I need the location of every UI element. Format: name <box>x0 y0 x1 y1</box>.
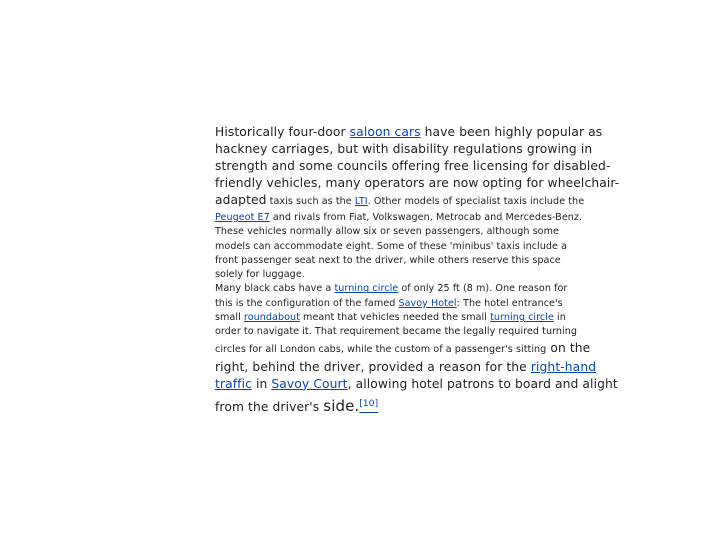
text-line <box>215 211 595 225</box>
savoy-court-link[interactable]: Savoy Court <box>271 376 348 391</box>
text-fragment: in <box>251 376 272 391</box>
text-line: solely for luggage. <box>215 269 305 281</box>
text-line <box>215 297 595 311</box>
turning-circle-link[interactable]: turning circle <box>334 283 399 295</box>
article-text <box>215 124 620 418</box>
text-fragment: , allowing hotel patrons to board and alight <box>347 376 618 391</box>
savoy-hotel-link[interactable]: Savoy Hotel <box>398 297 457 309</box>
text-fragment: Many black cabs have a <box>215 283 335 295</box>
text-line: strength and some councils offering free licensing for disabled- <box>215 159 611 173</box>
text-fragment: Historically four-door <box>215 125 350 139</box>
text-line <box>215 192 595 211</box>
text-line: hackney carriages, but with disability regulations growing in <box>215 142 593 156</box>
text-fragment: this is the configuration of the famed <box>215 297 399 309</box>
citation-ref: [10] <box>359 398 379 409</box>
text-fragment: from the driver's <box>215 399 324 414</box>
text-line: order to navigate it. That requirement became the legally required turning <box>215 326 578 338</box>
text-line: front passenger seat next to the driver, while others reserve this space <box>215 254 561 266</box>
text-fragment: adapted <box>215 193 267 207</box>
text-fragment: right, behind the driver, provided a reason for the <box>215 359 531 374</box>
text-line <box>215 395 595 418</box>
roundabout-link[interactable]: roundabout <box>243 312 300 324</box>
text-fragment: . Other models of specialist taxis include the <box>367 196 585 207</box>
text-line: These vehicles normally allow six or seven passengers, although some <box>215 226 559 238</box>
text-line <box>215 124 603 141</box>
text-line: friendly vehicles, many operators are now opting for wheelchair- <box>215 176 620 190</box>
text-fragment: taxis such as the <box>266 196 355 207</box>
text-line <box>215 376 618 393</box>
text-fragment: meant that vehicles needed the small <box>299 312 491 324</box>
right-hand-link[interactable]: right-hand <box>530 359 597 374</box>
text-fragment: side. <box>323 396 360 415</box>
text-fragment: small <box>215 312 244 324</box>
text-fragment: have been highly popular as <box>420 125 603 139</box>
saloon-cars-link[interactable]: saloon cars <box>349 125 421 139</box>
text-fragment: and rivals from Fiat, Volkswagen, Metrocab and Mercedes-Benz. <box>269 212 583 223</box>
text-fragment: of only 25 ft (8 m). One reason for <box>398 283 568 295</box>
text-line <box>215 282 595 296</box>
text-line: models can accommodate eight. Some of these 'minibus' taxis include a <box>215 240 568 252</box>
text-fragment: on the <box>546 340 591 355</box>
text-fragment: : The hotel entrance's <box>456 297 563 309</box>
citation-10-link[interactable] <box>359 400 378 414</box>
text-line <box>215 340 595 359</box>
peugeot-e7-link[interactable]: Peugeot E7 <box>215 212 270 223</box>
lti-link[interactable]: LTI <box>354 196 368 207</box>
text-line <box>215 311 595 325</box>
text-fragment: in <box>553 312 566 324</box>
traffic-link[interactable]: traffic <box>215 376 252 391</box>
text-fragment: circles for all London cabs, while the custom of a passenger's sitting <box>215 343 547 355</box>
text-line <box>215 359 595 376</box>
turning-circle-link-2[interactable]: turning circle <box>490 312 554 324</box>
